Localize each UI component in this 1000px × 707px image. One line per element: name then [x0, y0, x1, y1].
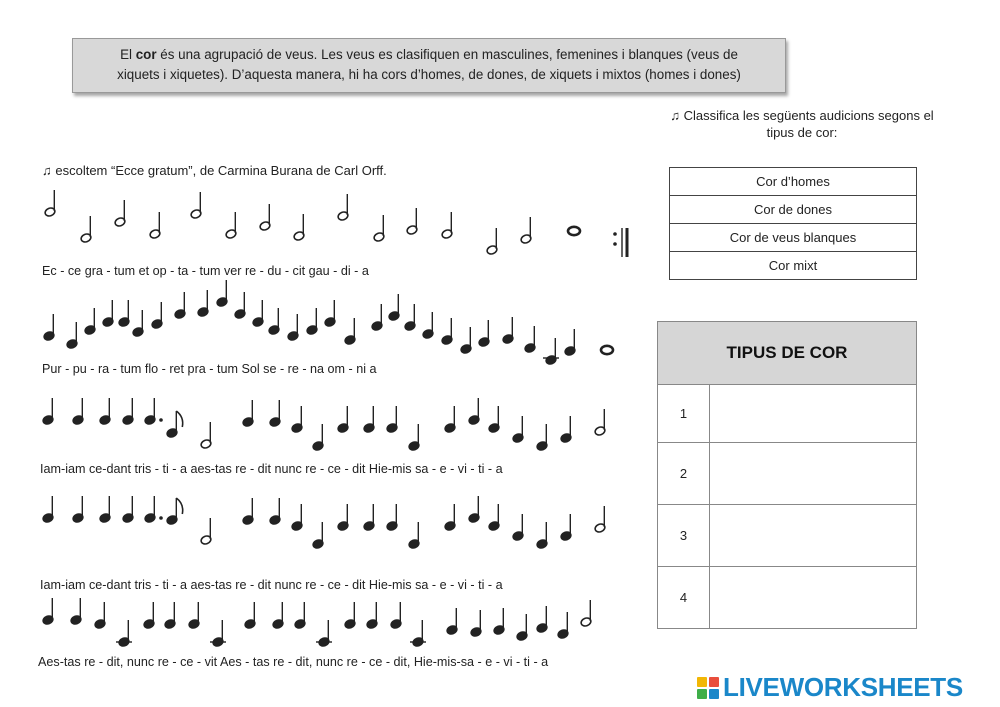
logo-block	[709, 677, 719, 687]
music-note	[486, 228, 498, 255]
music-note	[408, 424, 420, 451]
music-note	[197, 290, 209, 317]
music-note	[312, 522, 324, 549]
music-note	[216, 280, 228, 307]
option-cor-veus-blanques[interactable]: Cor de veus blanques	[670, 224, 917, 252]
music-note	[114, 200, 126, 227]
music-note	[200, 518, 212, 545]
intro-line-2: xiquets i xiquetes). D’aquesta manera, hi ha cors d’homes, de dones, de xiquets i mixtos (homes i dones)	[117, 67, 741, 82]
music-note	[363, 406, 375, 433]
music-note	[259, 204, 271, 231]
music-note	[412, 620, 424, 647]
music-note	[446, 608, 458, 635]
music-note	[70, 598, 82, 625]
lyrics-line-5: Aes-tas re - dit, nunc re - ce - vit Aes - tas re - dit, nunc re - ce - dit, Hie-mis-sa - e - vi - ti - a	[38, 655, 549, 669]
music-note	[337, 504, 349, 531]
answer-row-number: 2	[658, 443, 710, 505]
music-note	[84, 308, 96, 335]
lyrics-line-3: Iam-iam ce-dant tris - ti - a aes-tas re - dit nunc re - ce - dit Hie-mis sa - e - vi - ti - a	[40, 462, 503, 476]
music-note	[287, 314, 299, 341]
music-note	[444, 406, 456, 433]
music-note	[144, 398, 156, 425]
music-note	[268, 308, 280, 335]
music-note	[99, 496, 111, 523]
music-note	[144, 496, 156, 523]
music-note	[390, 602, 402, 629]
music-note	[151, 302, 163, 329]
music-note	[242, 498, 254, 525]
music-note	[122, 398, 134, 425]
music-note	[512, 514, 524, 541]
music-note	[324, 300, 336, 327]
music-note	[149, 212, 161, 239]
music-note	[493, 608, 505, 635]
music-note	[560, 514, 572, 541]
music-note	[306, 308, 318, 335]
lyrics-line-4: Iam-iam ce-dant tris - ti - a aes-tas re - dit nunc re - ce - dit Hie-mis sa - e - vi - ti - a	[40, 578, 503, 592]
music-note	[269, 400, 281, 427]
music-note	[580, 600, 592, 627]
music-note	[524, 326, 536, 353]
music-note	[488, 504, 500, 531]
music-note	[422, 312, 434, 339]
music-note	[118, 300, 130, 327]
music-note	[594, 506, 606, 533]
option-cor-dones[interactable]: Cor de dones	[670, 196, 917, 224]
music-note	[536, 522, 548, 549]
intro-bold-cor: cor	[135, 47, 157, 62]
intro-line-1: El cor és una agrupació de veus. Les veus es clasifiquen en masculines, femenines i blanques (veus de	[120, 47, 738, 62]
music-note	[564, 329, 576, 356]
music-note	[200, 422, 212, 449]
music-note	[468, 398, 480, 425]
music-note	[190, 192, 202, 219]
lyrics-line-2: Pur - pu - ra - tum flo - ret pra - tum Sol se - re - na om - ni a	[42, 362, 377, 376]
music-note	[80, 216, 92, 243]
answer-table	[657, 321, 917, 629]
music-note	[291, 406, 303, 433]
music-note	[291, 504, 303, 531]
music-note	[406, 208, 418, 235]
music-note	[594, 409, 606, 436]
music-note	[460, 327, 472, 354]
answer-row-number: 4	[658, 567, 710, 629]
music-note	[42, 398, 54, 425]
logo-block	[697, 689, 707, 699]
music-note	[188, 602, 200, 629]
music-note	[520, 217, 532, 244]
answer-drop-zone-2[interactable]	[710, 443, 917, 505]
music-note	[312, 424, 324, 451]
music-note	[99, 398, 111, 425]
music-note	[212, 620, 224, 647]
music-note	[545, 338, 557, 365]
music-note	[72, 496, 84, 523]
lyrics-line-1: Ec - ce gra - tum et op - ta - tum ver re - du - cit gau - di - a	[42, 264, 369, 278]
music-note	[43, 314, 55, 341]
music-note	[293, 214, 305, 241]
music-note	[444, 504, 456, 531]
answer-row-number: 3	[658, 505, 710, 567]
logo-block	[697, 677, 707, 687]
liveworksheets-logo: LIVEWORKSHEETS	[697, 672, 963, 703]
option-cor-mixt[interactable]: Cor mixt	[670, 252, 917, 280]
music-note	[118, 620, 130, 647]
music-note	[66, 322, 78, 349]
music-note	[536, 606, 548, 633]
choir-options-table	[669, 167, 917, 280]
music-note	[536, 424, 548, 451]
music-note	[502, 317, 514, 344]
music-note	[470, 610, 482, 637]
music-note	[337, 194, 349, 221]
note-dot	[159, 418, 163, 422]
music-note	[242, 400, 254, 427]
music-note	[560, 416, 572, 443]
classify-instruction: ♫ Classifica les següents audicions segons el tipus de cor:	[670, 108, 934, 140]
music-note	[468, 496, 480, 523]
option-cor-homes[interactable]: Cor d’homes	[670, 168, 917, 196]
music-note	[557, 612, 569, 639]
music-note	[404, 304, 416, 331]
music-note	[516, 614, 528, 641]
note-dot	[159, 516, 163, 520]
music-note	[164, 602, 176, 629]
music-note	[132, 310, 144, 337]
answer-drop-zone-1[interactable]	[710, 385, 917, 443]
music-note	[337, 406, 349, 433]
music-note	[478, 320, 490, 347]
music-note	[441, 212, 453, 239]
music-note	[371, 304, 383, 331]
listen-instruction: ♫ escoltem “Ecce gratum”, de Carmina Burana de Carl Orff.	[42, 163, 387, 178]
music-note	[318, 620, 330, 647]
music-note	[174, 292, 186, 319]
music-note	[386, 406, 398, 433]
music-note	[363, 504, 375, 531]
music-note	[601, 346, 613, 354]
music-note	[512, 416, 524, 443]
music-note	[166, 498, 183, 525]
music-note	[344, 318, 356, 345]
music-note	[488, 406, 500, 433]
music-note	[568, 227, 580, 235]
music-note	[344, 602, 356, 629]
music-note	[269, 498, 281, 525]
music-note	[166, 411, 183, 438]
music-note	[102, 300, 114, 327]
music-note	[373, 215, 385, 242]
music-note	[244, 602, 256, 629]
logo-block	[709, 689, 719, 699]
music-note	[225, 212, 237, 239]
music-note	[44, 190, 56, 217]
music-note	[294, 602, 306, 629]
answer-row-number: 1	[658, 385, 710, 443]
answer-table-header: TIPUS DE COR	[658, 322, 917, 385]
music-note	[252, 300, 264, 327]
music-note	[143, 602, 155, 629]
music-note	[42, 598, 54, 625]
music-note	[408, 522, 420, 549]
music-note	[122, 496, 134, 523]
music-note	[94, 602, 106, 629]
music-note	[441, 318, 453, 345]
music-note	[72, 398, 84, 425]
music-note	[272, 602, 284, 629]
music-note	[234, 292, 246, 319]
music-note	[42, 496, 54, 523]
music-note	[386, 504, 398, 531]
logo-blocks-icon	[697, 677, 719, 699]
music-note	[388, 294, 400, 321]
answer-drop-zone-4[interactable]	[710, 567, 917, 629]
music-note	[366, 602, 378, 629]
answer-drop-zone-3[interactable]	[710, 505, 917, 567]
